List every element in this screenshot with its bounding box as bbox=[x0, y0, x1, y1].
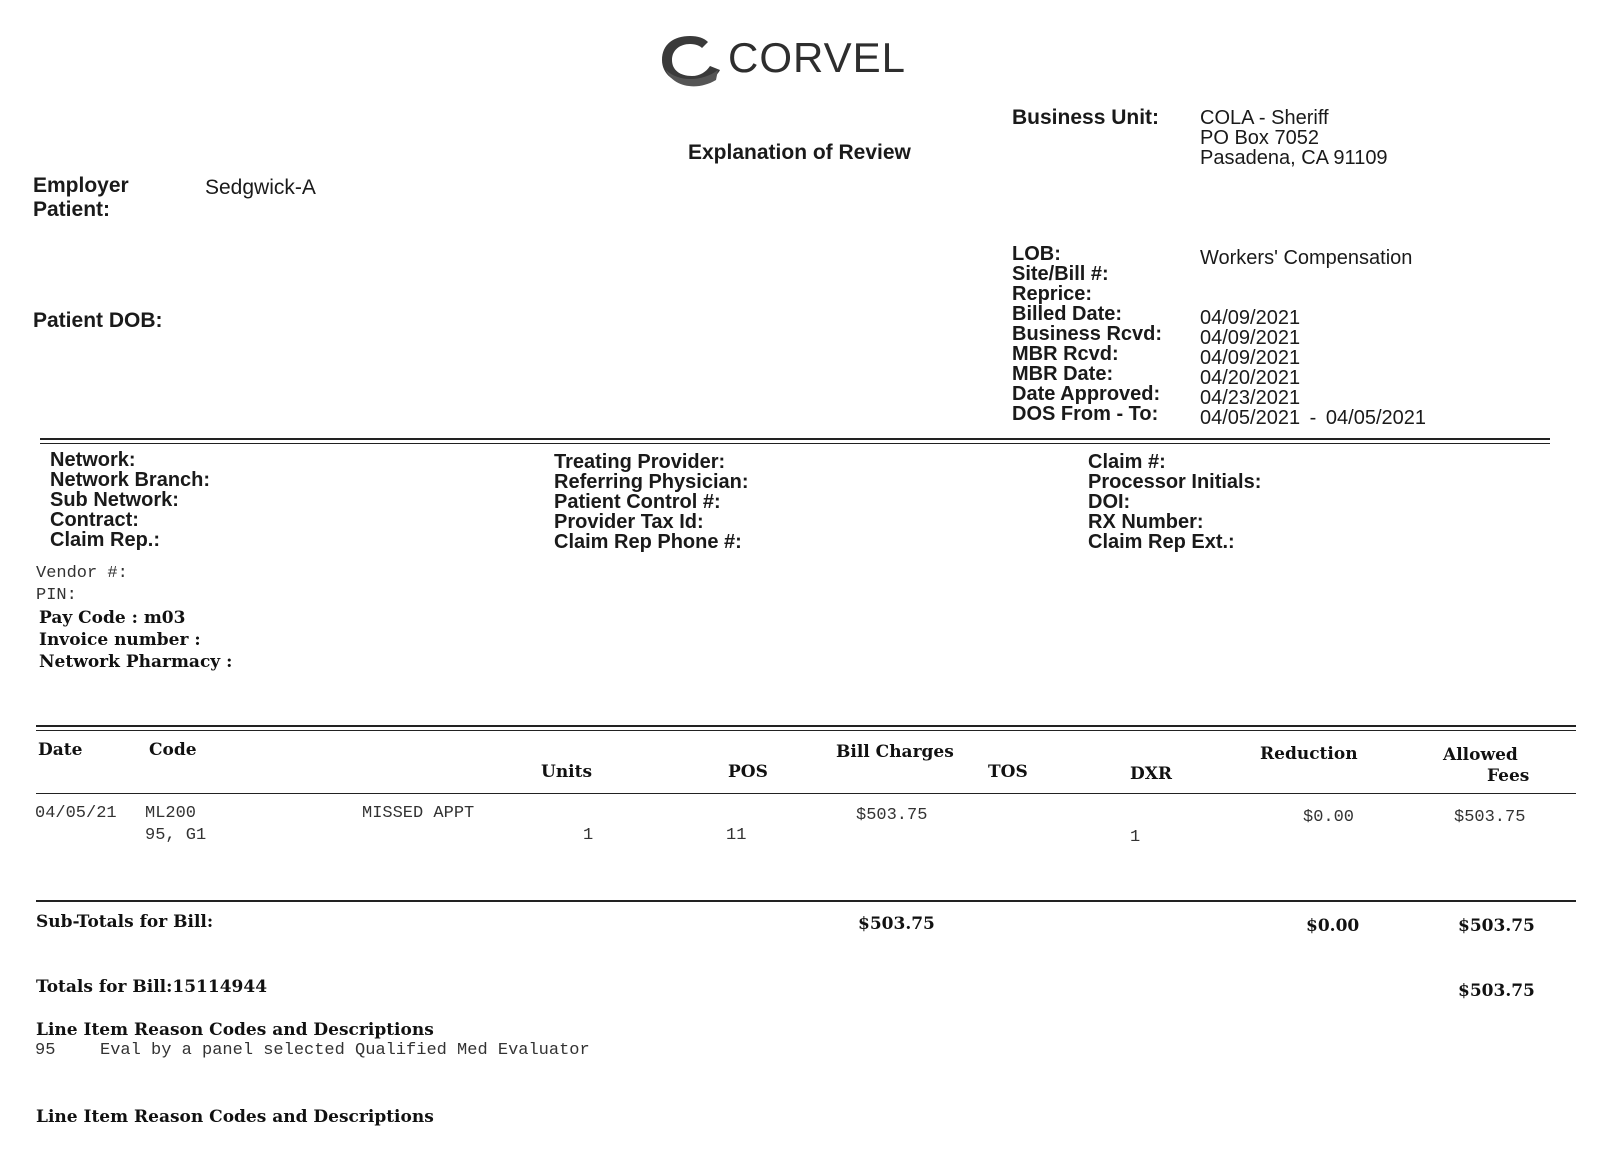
divider-top-2 bbox=[40, 443, 1550, 444]
mbr-rcvd-value: 04/09/2021 bbox=[1200, 347, 1301, 369]
vendor-label: Vendor #: bbox=[36, 564, 128, 583]
bill-info-labels bbox=[1012, 244, 1162, 424]
treating-provider-label: Treating Provider: bbox=[554, 451, 726, 473]
claim-rep-phone-label: Claim Rep Phone #: bbox=[554, 531, 742, 553]
row-dxr: 1 bbox=[1130, 828, 1141, 847]
network-branch-label: Network Branch: bbox=[50, 469, 211, 491]
row-date: 04/05/21 bbox=[35, 804, 117, 823]
subtotal-divider bbox=[36, 900, 1576, 902]
dos-label: DOS From - To: bbox=[1012, 403, 1159, 425]
reason-code: 95 bbox=[35, 1041, 56, 1060]
dos-from-value: 04/05/2021 bbox=[1200, 407, 1301, 429]
totals-label: Totals for Bill:15114944 bbox=[36, 977, 268, 997]
row-pos: 11 bbox=[726, 826, 747, 845]
row-bill-charges: $503.75 bbox=[856, 806, 928, 825]
mbr-date-value: 04/20/2021 bbox=[1200, 367, 1301, 389]
col-header-reduction: Reduction bbox=[1260, 744, 1358, 764]
col-header-tos: TOS bbox=[988, 762, 1028, 782]
business-unit-line3: Pasadena, CA 91109 bbox=[1200, 147, 1388, 169]
pay-code: Pay Code : m03 bbox=[39, 608, 186, 628]
row-modifiers: 95, G1 bbox=[145, 826, 207, 845]
row-code: ML200 bbox=[145, 804, 197, 823]
table-divider-top-2 bbox=[36, 730, 1576, 731]
subtotals-label: Sub-Totals for Bill: bbox=[36, 912, 214, 932]
document-title: Explanation of Review bbox=[688, 141, 911, 164]
brand-name: CORVEL bbox=[728, 34, 906, 81]
col-header-fees: Fees bbox=[1487, 766, 1530, 786]
col-header-allowed: Allowed bbox=[1443, 745, 1518, 765]
business-unit-label: Business Unit: bbox=[1012, 106, 1160, 129]
billed-date-label: Billed Date: bbox=[1012, 303, 1123, 325]
corvel-logo-mark bbox=[656, 30, 726, 94]
col-header-pos: POS bbox=[728, 762, 768, 782]
doi-label: DOI: bbox=[1088, 491, 1131, 513]
reason-codes-heading-2: Line Item Reason Codes and Descriptions bbox=[36, 1107, 434, 1127]
referring-physician-label: Referring Physician: bbox=[554, 471, 749, 493]
network-pharmacy: Network Pharmacy : bbox=[39, 652, 233, 672]
network-col1 bbox=[50, 450, 210, 550]
patient-control-label: Patient Control #: bbox=[554, 491, 721, 513]
row-allowed: $503.75 bbox=[1454, 808, 1526, 827]
business-unit-line2: PO Box 7052 bbox=[1200, 127, 1319, 149]
col-header-units: Units bbox=[541, 762, 593, 782]
table-header-divider bbox=[36, 793, 1576, 794]
employer-value: Sedgwick-A bbox=[205, 176, 316, 199]
processor-initials-label: Processor Initials: bbox=[1088, 471, 1262, 493]
patient-label: Patient: bbox=[33, 198, 111, 221]
dos-to-value: 04/05/2021 bbox=[1325, 407, 1427, 429]
dos-row bbox=[1200, 408, 1426, 428]
bill-info-dates bbox=[1200, 308, 1426, 428]
subtotals-allowed: $503.75 bbox=[1458, 916, 1535, 936]
subtotals-bill-charges: $503.75 bbox=[858, 914, 935, 934]
business-unit-address bbox=[1200, 108, 1388, 168]
row-description: MISSED APPT bbox=[362, 804, 475, 823]
totals-allowed: $503.75 bbox=[1458, 981, 1535, 1001]
reason-codes-heading: Line Item Reason Codes and Descriptions bbox=[36, 1020, 434, 1040]
mbr-date-label: MBR Date: bbox=[1012, 363, 1114, 385]
date-approved-value: 04/23/2021 bbox=[1200, 387, 1301, 409]
network-col2 bbox=[554, 452, 749, 552]
row-reduction: $0.00 bbox=[1303, 808, 1355, 827]
col-header-code: Code bbox=[149, 740, 197, 760]
mbr-rcvd-label: MBR Rcvd: bbox=[1012, 343, 1119, 365]
provider-tax-id-label: Provider Tax Id: bbox=[554, 511, 704, 533]
reprice-label: Reprice: bbox=[1012, 283, 1093, 305]
business-rcvd-label: Business Rcvd: bbox=[1012, 323, 1163, 345]
employer-label: Employer bbox=[33, 174, 129, 197]
row-units: 1 bbox=[583, 826, 594, 845]
dos-separator: - bbox=[1309, 407, 1317, 429]
date-approved-label: Date Approved: bbox=[1012, 383, 1161, 405]
site-bill-label: Site/Bill #: bbox=[1012, 263, 1109, 285]
claim-rep-ext-label: Claim Rep Ext.: bbox=[1088, 531, 1235, 553]
rx-number-label: RX Number: bbox=[1088, 511, 1204, 533]
corvel-logo bbox=[656, 30, 906, 94]
sub-network-label: Sub Network: bbox=[50, 489, 179, 511]
claim-number-label: Claim #: bbox=[1088, 451, 1166, 473]
col-header-bill-charges: Bill Charges bbox=[836, 742, 954, 762]
col-header-dxr: DXR bbox=[1130, 764, 1173, 784]
network-label: Network: bbox=[50, 449, 136, 471]
divider-top bbox=[40, 438, 1550, 440]
contract-label: Contract: bbox=[50, 509, 139, 531]
lob-value: Workers' Compensation bbox=[1200, 247, 1413, 269]
subtotals-reduction: $0.00 bbox=[1306, 916, 1360, 936]
business-unit-line1: COLA - Sheriff bbox=[1200, 107, 1329, 129]
network-col3 bbox=[1088, 452, 1261, 552]
pin-label: PIN: bbox=[36, 586, 77, 605]
business-rcvd-value: 04/09/2021 bbox=[1200, 327, 1301, 349]
billed-date-value: 04/09/2021 bbox=[1200, 307, 1301, 329]
claim-rep-label: Claim Rep.: bbox=[50, 529, 161, 551]
lob-label: LOB: bbox=[1012, 243, 1061, 265]
table-divider-top bbox=[36, 725, 1576, 727]
col-header-date: Date bbox=[38, 740, 83, 760]
invoice-number: Invoice number : bbox=[39, 630, 201, 650]
patient-dob-label: Patient DOB: bbox=[33, 309, 163, 332]
reason-description: Eval by a panel selected Qualified Med Evaluator bbox=[100, 1041, 590, 1060]
